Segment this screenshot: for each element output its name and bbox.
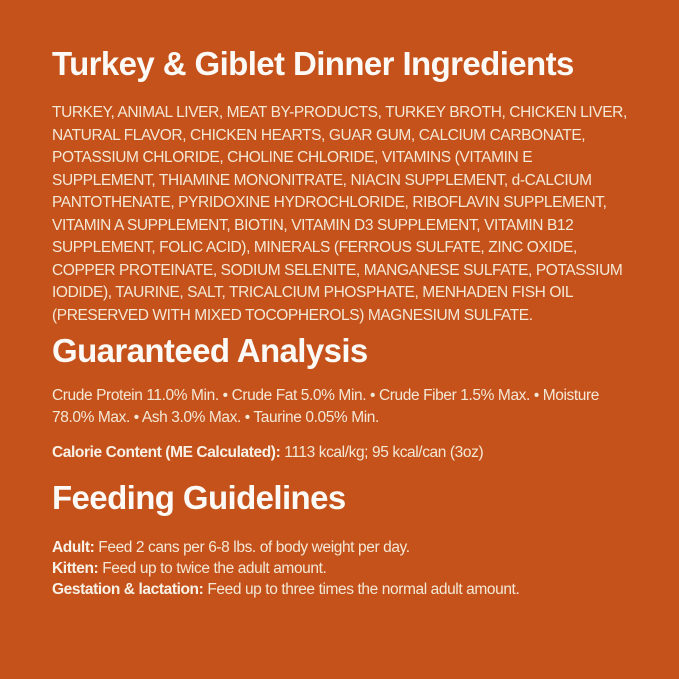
calorie-content-value: 1113 kcal/kg; 95 kcal/can (3oz) [284,444,484,461]
ingredients-list-text: TURKEY, ANIMAL LIVER, MEAT BY-PRODUCTS, TURKEY BROTH, CHICKEN LIVER, NATURAL FLAVOR, CHICKEN HEARTS, GUAR GUM, CALCIUM CARBONATE, POTASSIUM CHLORIDE, CHOLINE CHLORIDE, VITAMINS (VITAMIN E SUPPLEMENT, THIAMINE MONONITRATE, NIACIN SUPPLEMENT, d-CALCIUM PANTOTHENATE, PYRIDOXINE HYDROCHLORIDE, RIBOFLAVIN SUPPLEMENT, VITAMIN A SUPPLEMENT, BIOTIN, VITAMIN D3 SUPPLEMENT, VITAMIN B12 SUPPLEMENT, FOLIC ACID), MINERALS (FERROUS SULFATE, ZINC OXIDE, COPPER PROTEINATE, SODIUM SELENITE, MANGANESE SULFATE, POTASSIUM IODIDE), TAURINE, SALT, TRICALCIUM PHOSPHATE, MENHADEN FISH OIL (PRESERVED WITH MIXED TOCOPHEROLS) MAGNESIUM SULFATE. [52,104,627,324]
guaranteed-analysis-title: Guaranteed Analysis [52,332,368,369]
feeding-guideline-adult [52,537,629,558]
feeding-guidelines-title: Feeding Guidelines [52,479,346,516]
feeding-guidelines-list [52,537,629,600]
feeding-guideline-kitten-text: Feed up to twice the adult amount. [102,560,327,577]
feeding-guideline-adult-label: Adult: [52,539,95,556]
feeding-guideline-gestation [52,579,629,600]
feeding-guideline-kitten-label: Kitten: [52,560,99,577]
guaranteed-analysis-values: Crude Protein 11.0% Min. • Crude Fat 5.0% Min. • Crude Fiber 1.5% Max. • Moisture 78.0% Max. • Ash 3.0% Max. • Taurine 0.05% Min. [52,387,599,426]
feeding-guideline-adult-text: Feed 2 cans per 6-8 lbs. of body weight per day. [98,539,410,556]
feeding-guideline-kitten [52,558,629,579]
ingredients-title: Turkey & Giblet Dinner Ingredients [52,45,574,82]
feeding-guideline-gestation-text: Feed up to three times the normal adult amount. [207,581,520,598]
calorie-content-line [52,442,629,464]
calorie-content-label: Calorie Content (ME Calculated): [52,444,281,461]
feeding-guideline-gestation-label: Gestation & lactation: [52,581,204,598]
